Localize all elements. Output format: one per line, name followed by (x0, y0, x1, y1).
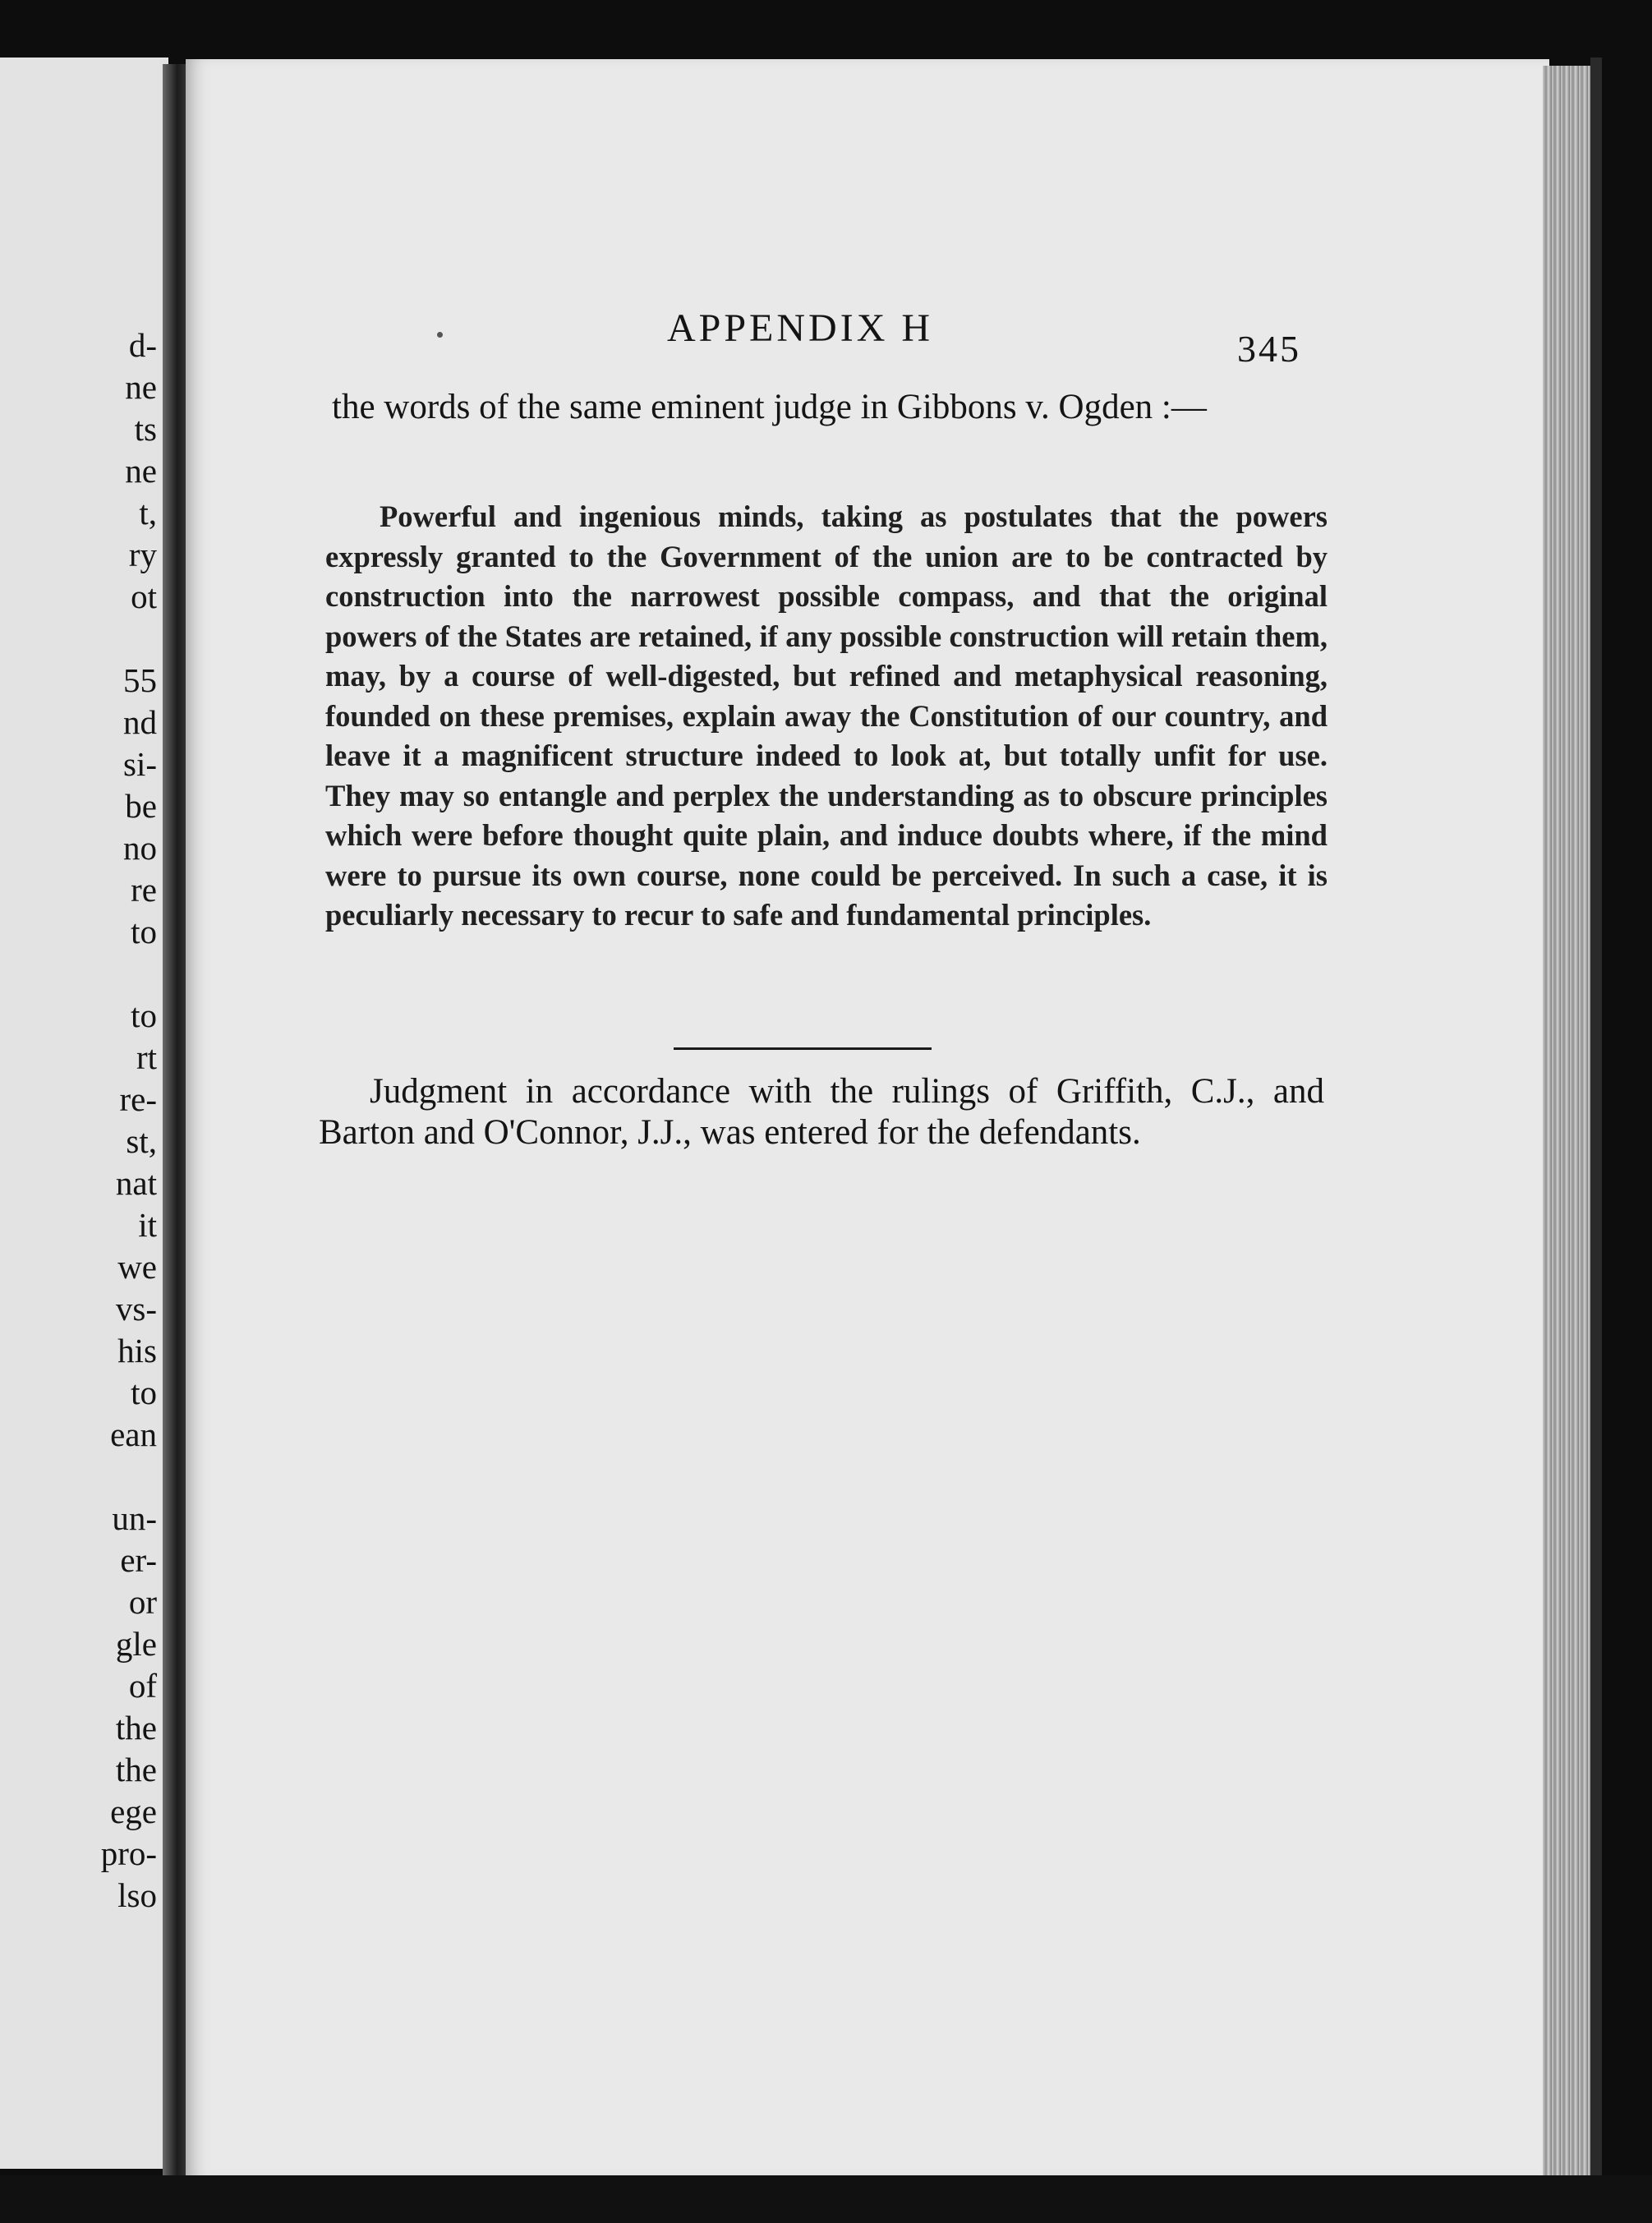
left-facing-page (0, 58, 168, 2169)
scan-bottom-border (0, 2175, 1652, 2223)
left-page-fragment: ege (110, 1793, 157, 1830)
book-page (186, 59, 1549, 2179)
intro-paragraph: the words of the same eminent judge in Gibbons v. Ogden :— (332, 388, 1207, 426)
book-cover-edge (1590, 58, 1602, 2193)
left-page-fragment: pro- (100, 1834, 157, 1872)
left-page-fragment: nat (115, 1164, 157, 1202)
left-page-fragment: si- (123, 745, 157, 783)
running-title: APPENDIX H (667, 306, 934, 350)
left-page-fragment: be (125, 787, 157, 825)
section-divider (674, 1047, 932, 1050)
left-page-fragment: re (131, 871, 157, 909)
blank-page-area (325, 1209, 1328, 2031)
left-page-fragment: rt (136, 1038, 157, 1076)
left-page-fragment: the (115, 1751, 157, 1788)
judgment-paragraph: Judgment in accordance with the rulings of Griffith, C.J., and Barton and O'Connor, J.J., was entered for the defendants. (319, 1072, 1324, 1152)
left-page-fragment: t, (139, 494, 157, 532)
page-stack-edge (1543, 66, 1592, 2193)
left-page-fragment: 55 (123, 661, 157, 699)
left-page-fragment: ot (131, 578, 157, 615)
header-dot (437, 332, 443, 338)
left-page-fragment: of (128, 1667, 157, 1705)
left-page-fragment: his (117, 1332, 157, 1369)
left-page-fragment: ry (128, 536, 157, 573)
left-page-fragment: to (131, 1374, 157, 1411)
left-page-fragment: nd (123, 703, 157, 741)
left-page-fragment: vs- (115, 1290, 157, 1328)
page-header (186, 306, 1549, 370)
left-page-fragment: we (117, 1248, 157, 1286)
page-number: 345 (1237, 328, 1301, 370)
left-page-fragment: to (131, 913, 157, 950)
left-page-fragment: gle (115, 1625, 157, 1663)
left-page-fragment: or (128, 1583, 157, 1621)
left-page-fragment: er- (120, 1541, 157, 1579)
left-page-fragment: lso (117, 1876, 157, 1914)
left-page-fragment: ne (125, 452, 157, 490)
left-page-fragment: st, (126, 1122, 157, 1160)
left-page-fragment: d- (128, 326, 157, 364)
left-page-fragment: re- (119, 1080, 157, 1118)
block-quote: Powerful and ingenious minds, taking as postulates that the powers expressly granted to the Government of the union are to be contracted by construction into the narrowest possible compass, and that the original powers of the States are retained, if any possible construction will retain them, may, by a course of well-digested, but refined and metaphysical reasoning, founded on these premises, explain away the Constitution of our country, and leave it a magnificent structure indeed to look at, but totally unfit for use. They may so entangle and perplex the understanding as to obscure principles which were before thought quite plain, and induce doubts where, if the mind were to pursue its own course, none could be perceived. In such a case, it is peculiarly necessary to recur to safe and fundamental principles. (325, 499, 1328, 932)
left-page-fragment: it (138, 1206, 157, 1244)
left-page-fragment: the (115, 1709, 157, 1747)
left-page-fragment: ts (134, 410, 157, 448)
left-page-fragment: ne (125, 368, 157, 406)
left-page-fragment: no (123, 829, 157, 867)
left-page-fragment: to (131, 996, 157, 1034)
left-page-fragment: un- (112, 1499, 157, 1537)
left-page-fragment: ean (110, 1415, 157, 1453)
